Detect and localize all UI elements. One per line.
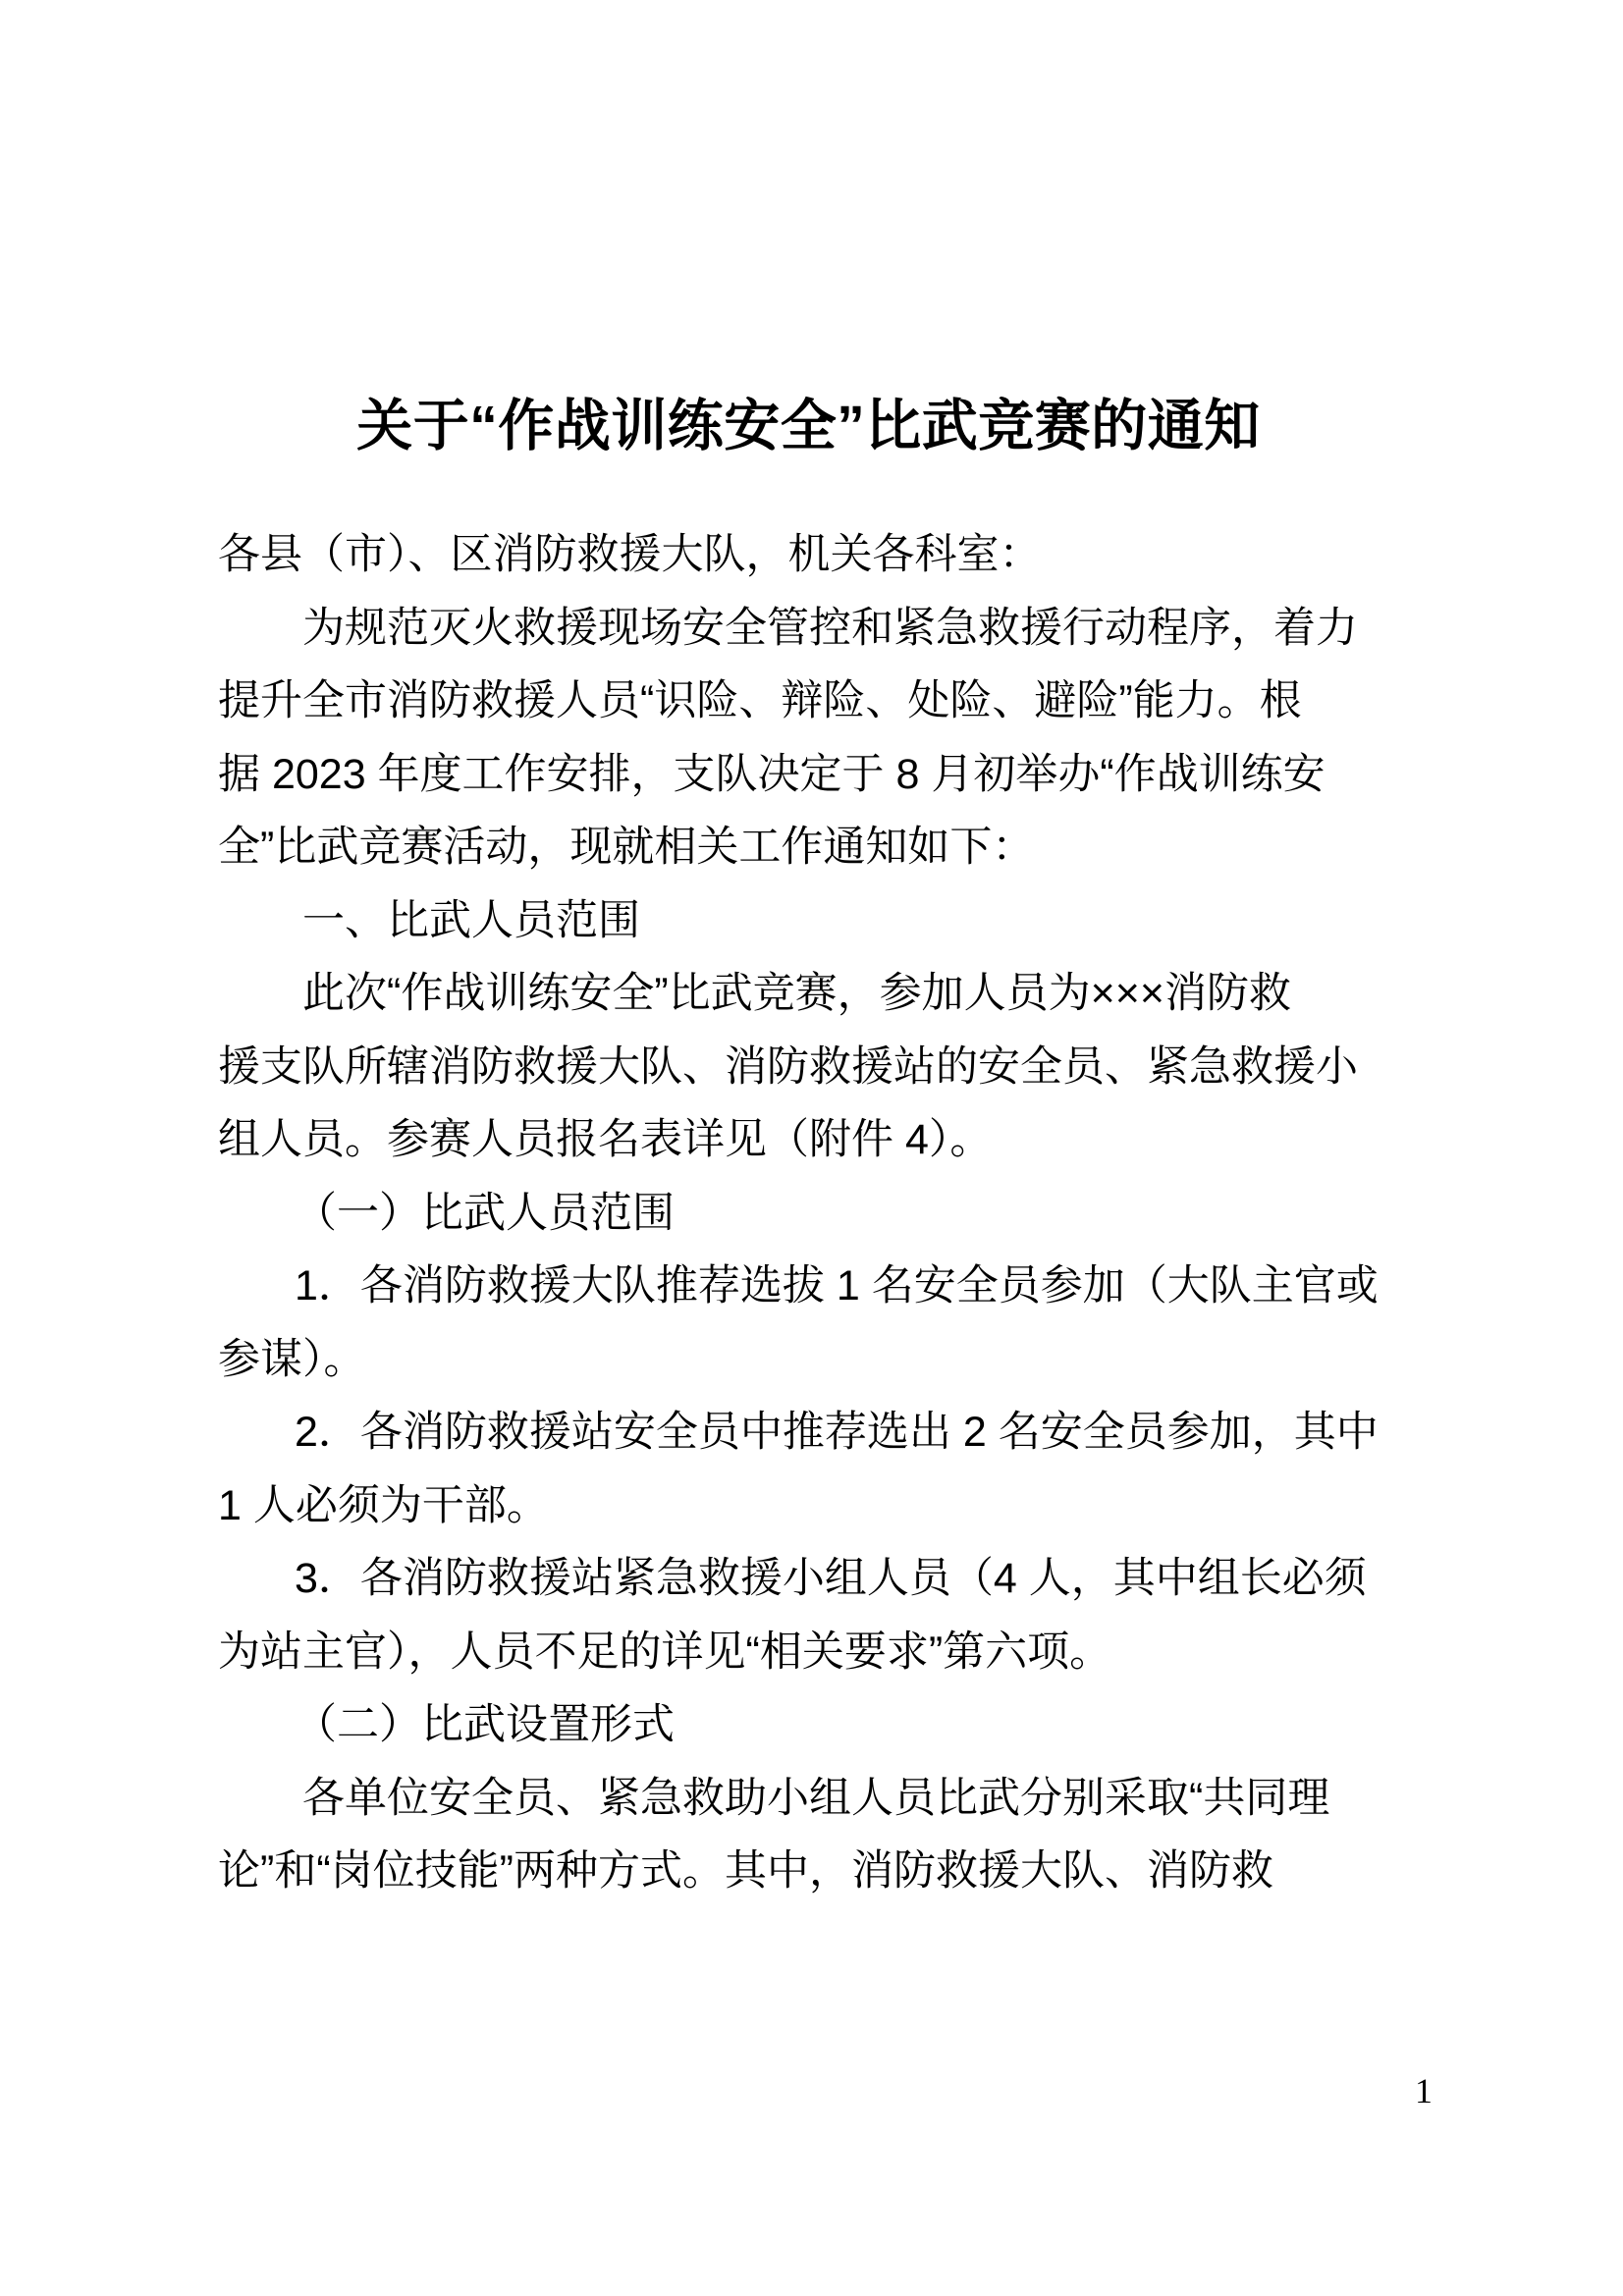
page-title: 关于“作战训练安全”比武竞赛的通知 [356,395,1261,458]
body-line: 各县（市）、区消防救援大队，机关各科室： [218,531,1042,578]
body-line: 援支队所辖消防救援大队、消防救援站的安全员、紧急救援小 [218,1042,1358,1091]
body-line: 为规范灭火救援现场安全管控和紧急救援行动程序，着力 [302,604,1358,652]
body-line: 各单位安全员、紧急救助小组人员比武分别采取“共同理 [302,1774,1330,1822]
body-line: 据 2023 年度工作安排，支队决定于 8 月初举办“作战训练安 [218,750,1325,798]
document-body [218,518,1402,1908]
body-line: 全”比武竞赛活动，现就相关工作通知如下： [218,824,1035,871]
body-line: 1．各消防救援大队推荐选拔 1 名安全员参加（大队主官或 [295,1262,1379,1309]
body-line: 一、比武人员范围 [302,896,640,944]
body-line: （二）比武设置形式 [295,1701,675,1748]
page-number: 1 [1415,2071,1433,2110]
body-line: 参谋）。 [218,1335,366,1383]
body-line: 此次“作战训练安全”比武竞赛，参加人员为×××消防救 [302,970,1291,1017]
body-line: 论”和“岗位技能”两种方式。其中，消防救援大队、消防救 [218,1847,1273,1895]
body-line: 2．各消防救援站安全员中推荐选出 2 名安全员参加，其中 [295,1409,1379,1456]
body-line: 提升全市消防救援人员“识险、辩险、处险、避险”能力。根 [218,677,1302,724]
body-line: 1 人必须为干部。 [218,1481,549,1529]
body-line: 组人员。参赛人员报名表详见（附件 4）。 [218,1116,993,1163]
body-line: （一）比武人员范围 [295,1189,675,1237]
body-line: 3．各消防救援站紧急救援小组人员（4 人，其中组长必须 [295,1555,1367,1602]
body-line: 为站主官），人员不足的详见“相关要求”第六项。 [218,1628,1112,1676]
